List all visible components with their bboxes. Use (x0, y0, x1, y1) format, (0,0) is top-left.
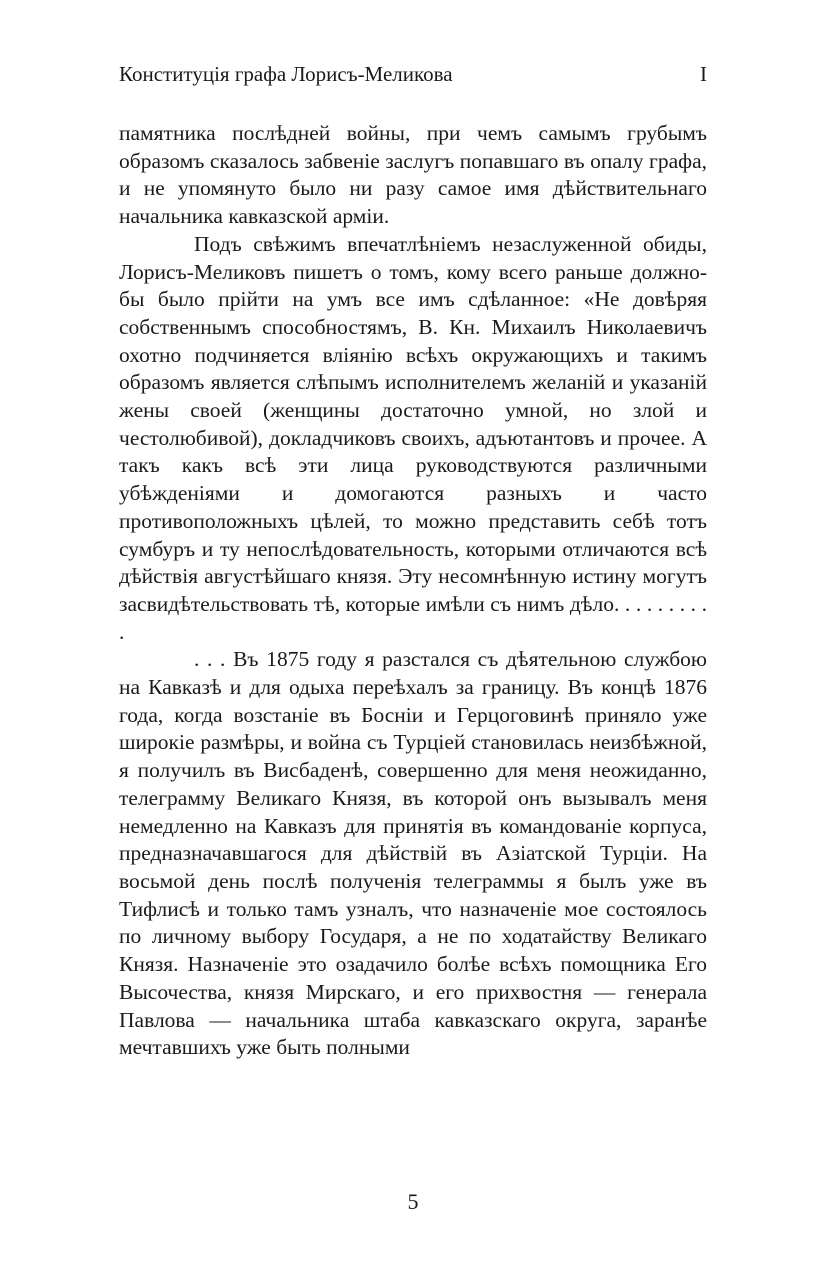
paragraph-recollection: . . . Въ 1875 году я разстался съ дѣятельною службою на Кавказѣ и для одыха переѣхалъ за границу. Въ концѣ 1876 года, когда возстаніе въ Босніи и Герцоговинѣ приняло уже широкіе размѣры, и война съ Турціей становилась неизбѣжной, я получилъ въ Висбаденѣ, совершенно для меня неожиданно, телеграмму Великаго Князя, въ которой онъ вызывалъ меня немедленно на Кавказъ для принятія въ командованіе корпуса, предназначавшагося для дѣйствій въ Азіатской Турціи. На восьмой день послѣ полученія телеграммы я былъ уже въ Тифлисѣ и только тамъ узналъ, что назначеніе мое состоялось по личному выбору Государя, а не по ходатайству Великаго Князя. Назначеніе это озадачило болѣе всѣхъ помощника Его Высочества, князя Мирскаго, и его прихвостня — генерала Павлова — начальника штаба кавказскаго округа, заранѣе мечтавшихъ уже быть полными (119, 647, 707, 1060)
paragraph-continuation: памятника послѣдней войны, при чемъ самымъ грубымъ образомъ сказалось забвеніе заслугъ попавшаго въ опалу графа, и не упомянуто было ни разу самое имя дѣйствительнаго начальника кавказской арміи. (119, 121, 707, 229)
page-number: 5 (407, 1189, 419, 1214)
paragraph-quote: Подъ свѣжимъ впечатлѣніемъ незаслуженной обиды, Лорисъ-Меликовъ пишетъ о томъ, кому всего раньше должно-бы было прійти на умъ все имъ сдѣланное: «Не довѣряя собственнымъ способностямъ, В. Кн. Михаилъ Николаевичъ охотно подчиняется вліянію всѣхъ окружающихъ и такимъ образомъ является слѣпымъ исполнителемъ желаній и указаній жены своей (женщины достаточно умной, но злой и честолюбивой), докладчиковъ своихъ, адъютантовъ и прочее. А такъ какъ всѣ эти лица руководствуются различными убѣжденіями и домогаются разныхъ и часто противоположныхъ цѣлей, то можно представить себѣ тотъ сумбуръ и ту непослѣдовательность, которыми отличаются всѣ дѣйствія августѣйшаго князя. Эту несомнѣнную истину могутъ засвидѣтельствовать тѣ, которые имѣли съ нимъ дѣло. . . . . . . . . . (119, 231, 707, 644)
page-body (119, 120, 707, 1062)
running-header (119, 60, 707, 88)
chapter-number: I (700, 62, 707, 86)
running-title: Конституція графа Лорисъ-Меликова (119, 62, 453, 86)
